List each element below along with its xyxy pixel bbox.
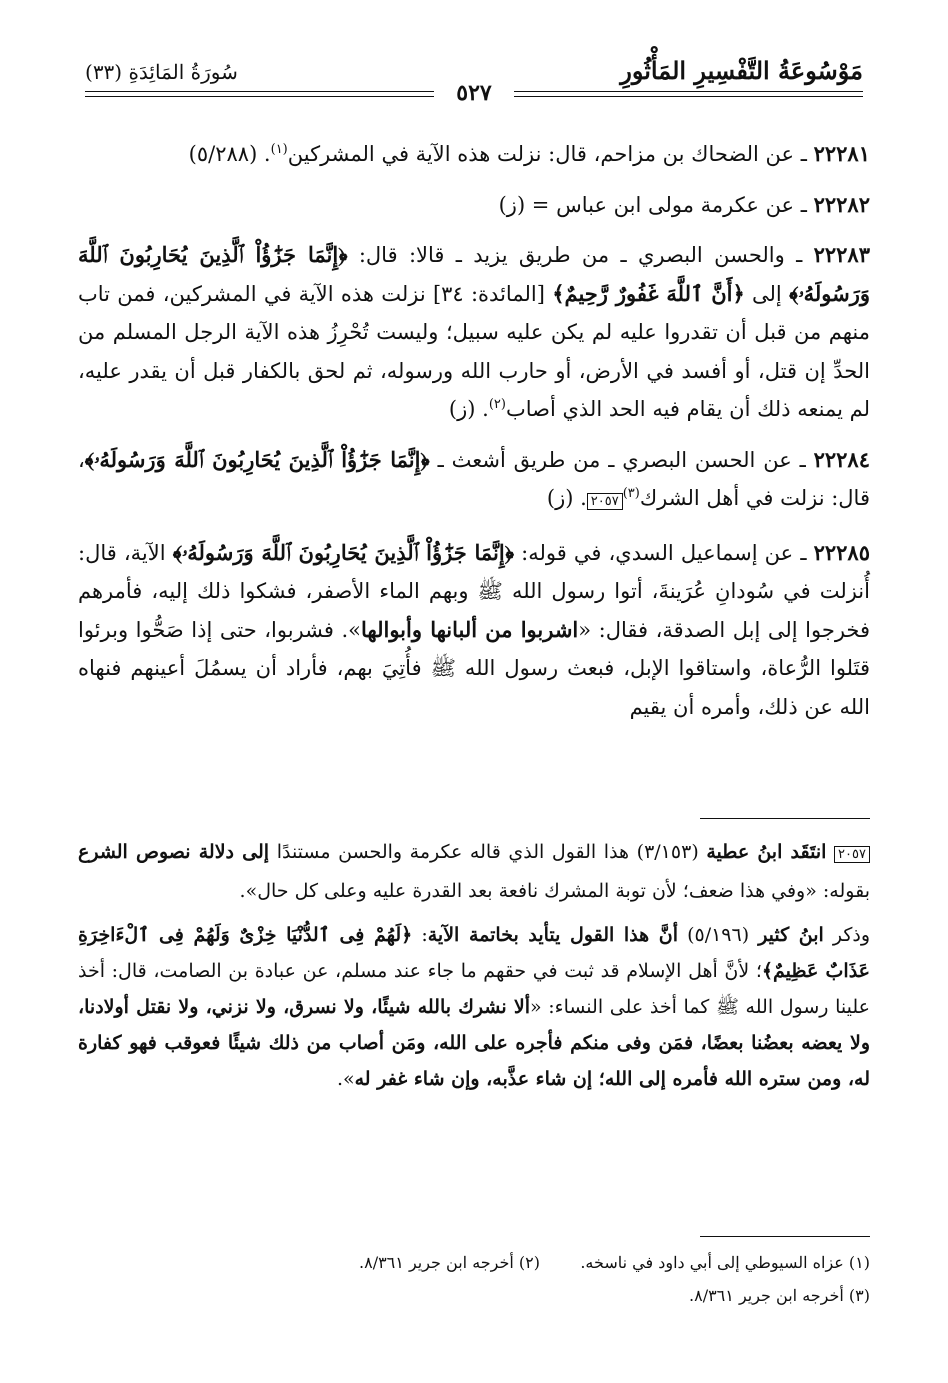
entry-number: ٢٢٢٨٥: [813, 539, 870, 565]
footnote-separator: [700, 1236, 870, 1237]
commentary-text: ؛ لأنَّ أهل الإسلام قد ثبت في حقهم ما جاء عند مسلم، عن عبادة بن الصامت، قال: أخذ علينا رسول الله ﷺ كما أخذ على النساء: «: [78, 960, 870, 1018]
commentary-text: بقوله: «وفي هذا ضعف؛ لأن توبة المشرك نافعة بعد القدرة عليه وعلى كل حال».: [239, 880, 870, 902]
entry-text: ـ عن إسماعيل السدي، في قوله:: [514, 540, 814, 565]
entry-text: ـ عن الحسن البصري ـ من طريق أشعث ـ: [429, 447, 814, 472]
entry-text: ـ والحسن البصري ـ من طريق يزيد ـ قالا: قال:: [347, 243, 814, 267]
entry-tail: . (٥/٢٨٨): [188, 142, 271, 166]
quran-verse: ﴿لَهُمْ فِى ٱلدُّنْيَا خِزْىٌ وَلَهُمْ فِى ٱلْءَاخِرَةِ عَذَابٌ عَظِيمٌ﴾: [78, 924, 871, 982]
sura-title: سُورَةُ المَائِدَةِ (٣٣): [85, 60, 238, 84]
entry-22284: [78, 441, 870, 522]
commentary-paragraph-1: [78, 834, 870, 909]
book-title: مَوْسُوعَةُ التَّفْسِيرِ المَأْثُورِ: [620, 56, 863, 85]
entry-number: ٢٢٢٨٢: [813, 191, 870, 217]
commentary-bold: ابنُ كثير: [758, 924, 824, 946]
entry-22281: [78, 135, 870, 174]
entry-text: [المائدة: ٣٤] نزلت هذه الآية في المشركين، فمن تاب منهم من قبل أن تقدروا عليه لم يكن عليه سبيل؛ وليست تُحْرِزُ هذه الآية الرجل المسلم من الحدِّ إن قتل، أو أفسد في الأرض، أو حارب الله ورسوله، ثم لحق بالكفار قبل أن يقدر عليه، لم يمنعه ذلك أن يقام فيه الحد الذي أصاب: [78, 281, 870, 421]
entry-text: ـ عن الضحاك بن مزاحم، قال: نزلت هذه الآية في المشركين: [287, 142, 814, 166]
entry-22282: [78, 186, 870, 225]
footnote-2: (٢) أخرجه ابن جرير ٨/٣٦١.: [359, 1253, 540, 1272]
entry-text: ، قال: نزلت في أهل الشرك: [78, 447, 870, 510]
quran-verse: ﴿إِنَّمَا جَزَٰٓؤُاْ ٱلَّذِينَ يُحَارِبُونَ ٱللَّهَ وَرَسُولَهُۥ﴾: [172, 539, 514, 565]
commentary-text: :: [412, 924, 428, 946]
commentary-text: (٥/١٩٦): [678, 924, 759, 946]
commentary-bold: أنَّ هذا القول يتأيد بخاتمة الآية: [427, 924, 679, 946]
footnote-3: (٣) أخرجه ابن جرير ٨/٣٦١.: [689, 1286, 870, 1305]
entry-text: ». فشربوا، حتى إذا صَحُّوا وبرئوا قتَلوا الرُّعاة، واستاقوا الإبل، فبعث رسول الله ﷺ فأُتِيَ بهم، فأراد أن يسمُلَ أعينهم فنهاه الله عن ذلك، وأمره أن يقيم: [78, 617, 870, 719]
page-number: ٥٢٧: [434, 80, 514, 106]
commentary-bold: إلى دلالة نصوص الشرع: [78, 841, 270, 863]
entry-text: ـ عن عكرمة مولى ابن عباس = (ز): [498, 192, 814, 217]
commentary-text: ».: [336, 1068, 355, 1090]
entry-text: الآية، قال: أُنزلت في سُودانِ عُرَينةَ، أتوا رسول الله ﷺ وبهم الماء الأصفر، فشكوا ذلك إليه، فأمرهم فخرجوا إلى إبل الصدقة، فقال: «: [78, 540, 871, 642]
entry-number: ٢٢٢٨٤: [813, 446, 870, 472]
entry-number: ٢٢٢٨٣: [813, 242, 870, 267]
footnote-row: [78, 1246, 870, 1279]
commentary-block: [78, 834, 870, 1105]
entry-number: ٢٢٢٨١: [813, 141, 870, 166]
quran-verse: ﴿أَنَّ ٱللَّهَ غَفُورٌ رَّحِيمٌ﴾: [552, 280, 745, 306]
hadith-quote: اشربوا من ألبانها وأبوالها: [361, 616, 579, 642]
footnotes: [78, 1246, 870, 1312]
commentary-separator: [700, 818, 870, 819]
entry-tail: . (ز): [546, 486, 587, 510]
hadith-quote: ألا نشرك بالله شيئًا، ولا نسرق، ولا نزني، ولا نقتل أولادنا، ولا يعضه بعضُنا بعضًا، فمَن وفى منكم فأجره على الله، ومَن أصاب من ذلك شيئًا فعوقب فهو كفارة له، ومن ستره الله فأمره إلى الله؛ إن شاء عذَّبه، وإن شاء غفر له: [78, 996, 870, 1090]
commentary-bold: انتَقَد ابنُ عطية: [706, 841, 827, 863]
footnote-marker: (٣): [622, 486, 640, 501]
commentary-text: وذكر: [823, 924, 871, 946]
footnote-marker: (١): [270, 142, 288, 157]
entry-22283: [78, 236, 870, 429]
commentary-text: (٣/١٥٣) هذا القول الذي قاله عكرمة والحسن مستندًا: [269, 841, 707, 863]
commentary-ref-box: ٢٠٥٧: [587, 493, 623, 510]
footnote-1: (١) عزاه السيوطي إلى أبي داود في ناسخه.: [580, 1253, 870, 1272]
commentary-paragraph-2: [78, 917, 870, 1097]
quran-verse: ﴿إِنَّمَا جَزَٰٓؤُاْ ٱلَّذِينَ يُحَارِبُونَ ٱللَّهَ وَرَسُولَهُۥ﴾: [78, 242, 870, 306]
quran-verse: ﴿إِنَّمَا جَزَٰٓؤُاْ ٱلَّذِينَ يُحَارِبُونَ ٱللَّهَ وَرَسُولَهُۥ﴾: [84, 446, 430, 472]
footnote-marker: (٢): [488, 397, 506, 412]
commentary-ref-box: ٢٠٥٧: [834, 846, 870, 863]
main-text: [78, 135, 870, 738]
entry-tail: . (ز): [448, 397, 489, 421]
entry-text: إلى: [744, 281, 790, 306]
entry-22285: [78, 534, 870, 727]
